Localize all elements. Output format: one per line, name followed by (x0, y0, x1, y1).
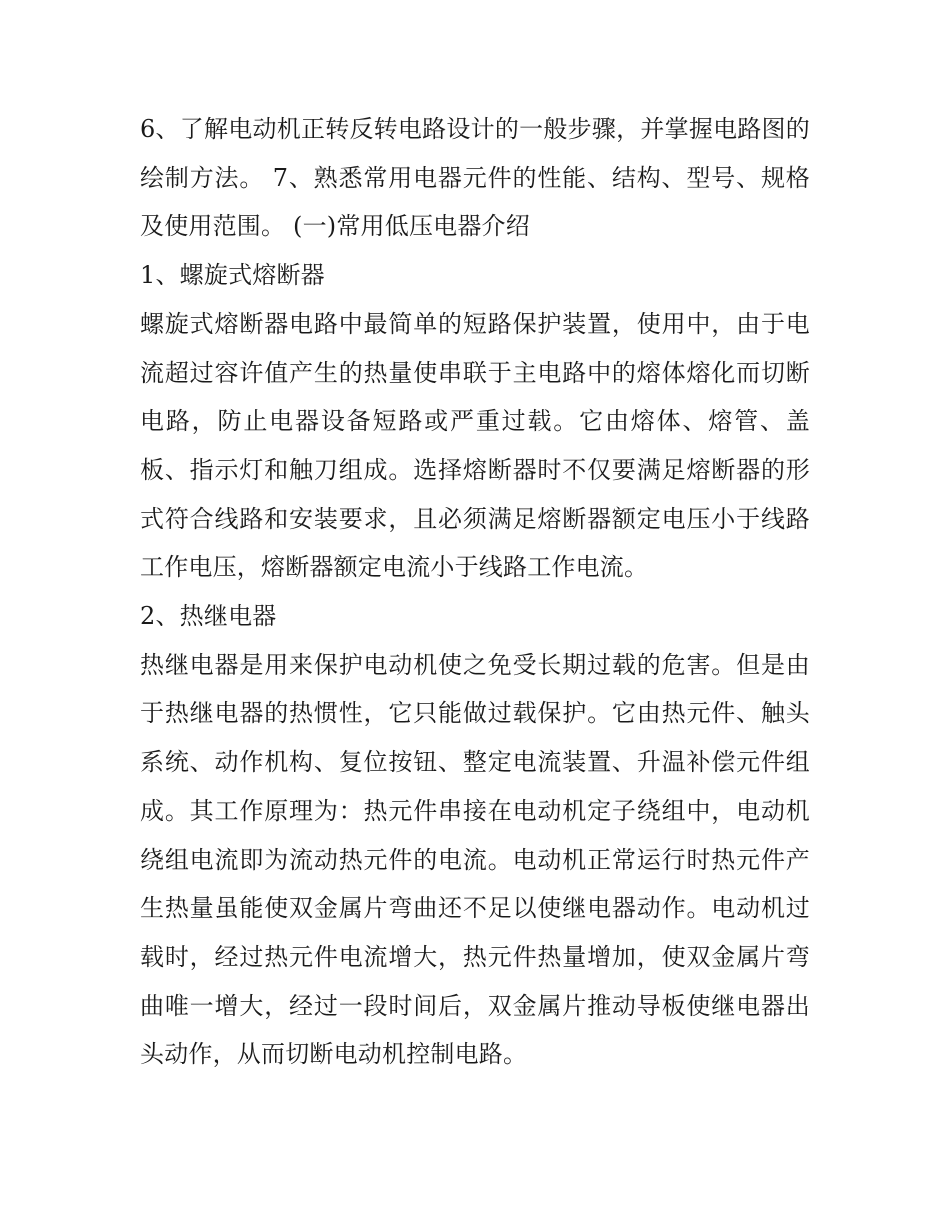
document-body (140, 105, 810, 1079)
section-heading-thermal-relay: 2、热继电器 (140, 602, 277, 631)
intro-paragraph: 6、了解电动机正转反转电路设计的一般步骤，并掌握电路图的绘制方法。 7、熟悉常用电器元件的性能、结构、型号、规格及使用范围。 (一)常用低压电器介绍 (140, 115, 810, 241)
section-body-thermal-relay: 热继电器是用来保护电动机使之免受长期过载的危害。但是由于热继电器的热惯性，它只能做过载保护。它由热元件、触头系统、动作机构、复位按钮、整定电流装置、升温补偿元件组成。其工作原理为：热元件串接在电动机定子绕组中，电动机绕组电流即为流动热元件的电流。电动机正常运行时热元件产生热量虽能使双金属片弯曲还不足以使继电器动作。电动机过载时，经过热元件电流增大，热元件热量增加，使双金属片弯曲唯一增大，经过一段时间后，双金属片推动导板使继电器出头动作，从而切断电动机控制电路。 (140, 650, 810, 1069)
section-body-fuse: 螺旋式熔断器电路中最简单的短路保护装置，使用中，由于电流超过容许值产生的热量使串联于主电路中的熔体熔化而切断电路，防止电器设备短路或严重过载。它由熔体、熔管、盖板、指示灯和触刀组成。选择熔断器时不仅要满足熔断器的形式符合线路和安装要求，且必须满足熔断器额定电压小于线路工作电压，熔断器额定电流小于线路工作电流。 (140, 309, 810, 582)
section-heading-fuse: 1、螺旋式熔断器 (140, 261, 325, 290)
